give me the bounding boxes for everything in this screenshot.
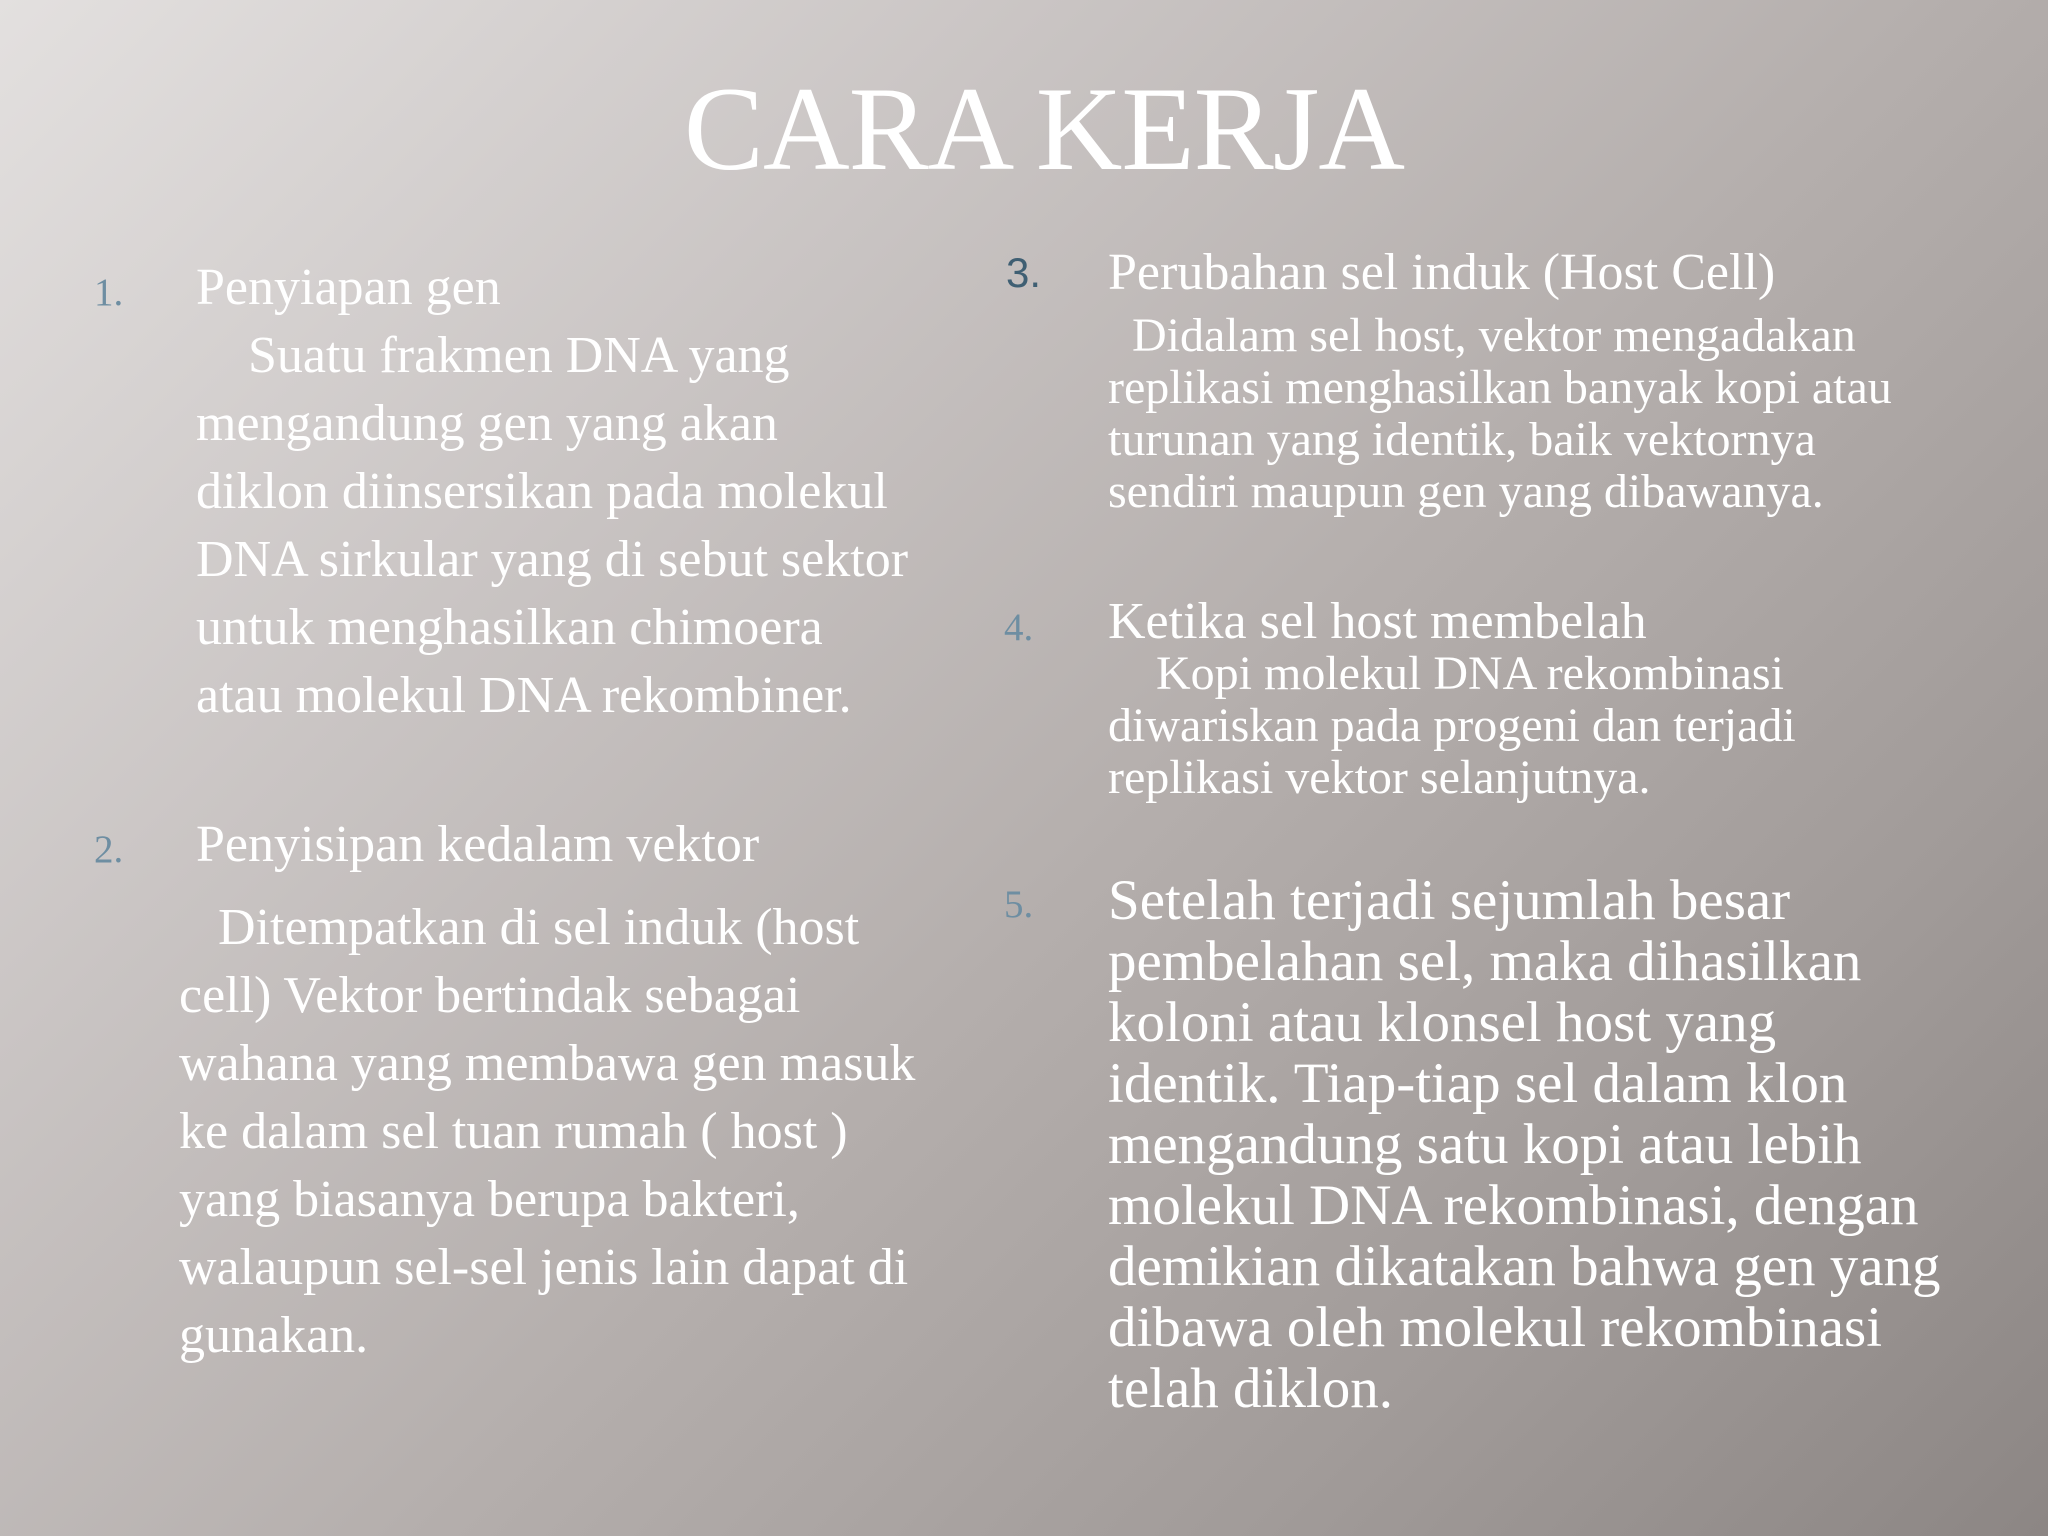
item-4-heading: Ketika sel host membelah (1108, 593, 1647, 650)
item-5-number: 5. (1004, 883, 1034, 926)
item-3-number: 3. (1006, 249, 1042, 296)
item-5-body: Setelah terjadi sejumlah besar pembelahan sel, maka dihasilkan koloni atau klonsel host yang identik. Tiap-tiap sel dalam klon mengandung satu kopi atau lebih molekul DNA rekombinasi, dengan demikian dikatakan bahwa gen yang dibawa oleh molekul rekombinasi telah diklon. (1108, 869, 1941, 1420)
item-2-body: Ditempatkan di sel induk (host cell) Vektor bertindak sebagai wahana yang membawa gen masuk ke dalam sel tuan rumah ( host ) yang biasanya berupa bakteri, walaupun sel-sel jenis lain dapat di gunakan. (179, 899, 916, 1364)
item-1-number: 1. (94, 271, 124, 314)
item-4-body: Kopi molekul DNA rekombinasi diwariskan pada progeni dan terjadi replikasi vektor selanjutnya. (1108, 647, 1796, 804)
slide-title: CARA KERJA (683, 62, 1405, 195)
item-2-number: 2. (94, 828, 124, 871)
item-3-body: Didalam sel host, vektor mengadakan replikasi menghasilkan banyak kopi atau turunan yang identik, baik vektornya sendiri maupun gen yang dibawanya. (1108, 309, 1892, 518)
item-3-heading: Perubahan sel induk (Host Cell) (1108, 244, 1776, 301)
item-4-number: 4. (1004, 606, 1034, 649)
item-1-body: Suatu frakmen DNA yang mengandung gen yang akan diklon diinsersikan pada molekul DNA sirkular yang di sebut sektor untuk menghasilkan chimoera atau molekul DNA rekombiner. (196, 327, 909, 724)
item-1-heading: Penyiapan gen (196, 259, 501, 316)
item-2-heading: Penyisipan kedalam vektor (196, 816, 760, 873)
